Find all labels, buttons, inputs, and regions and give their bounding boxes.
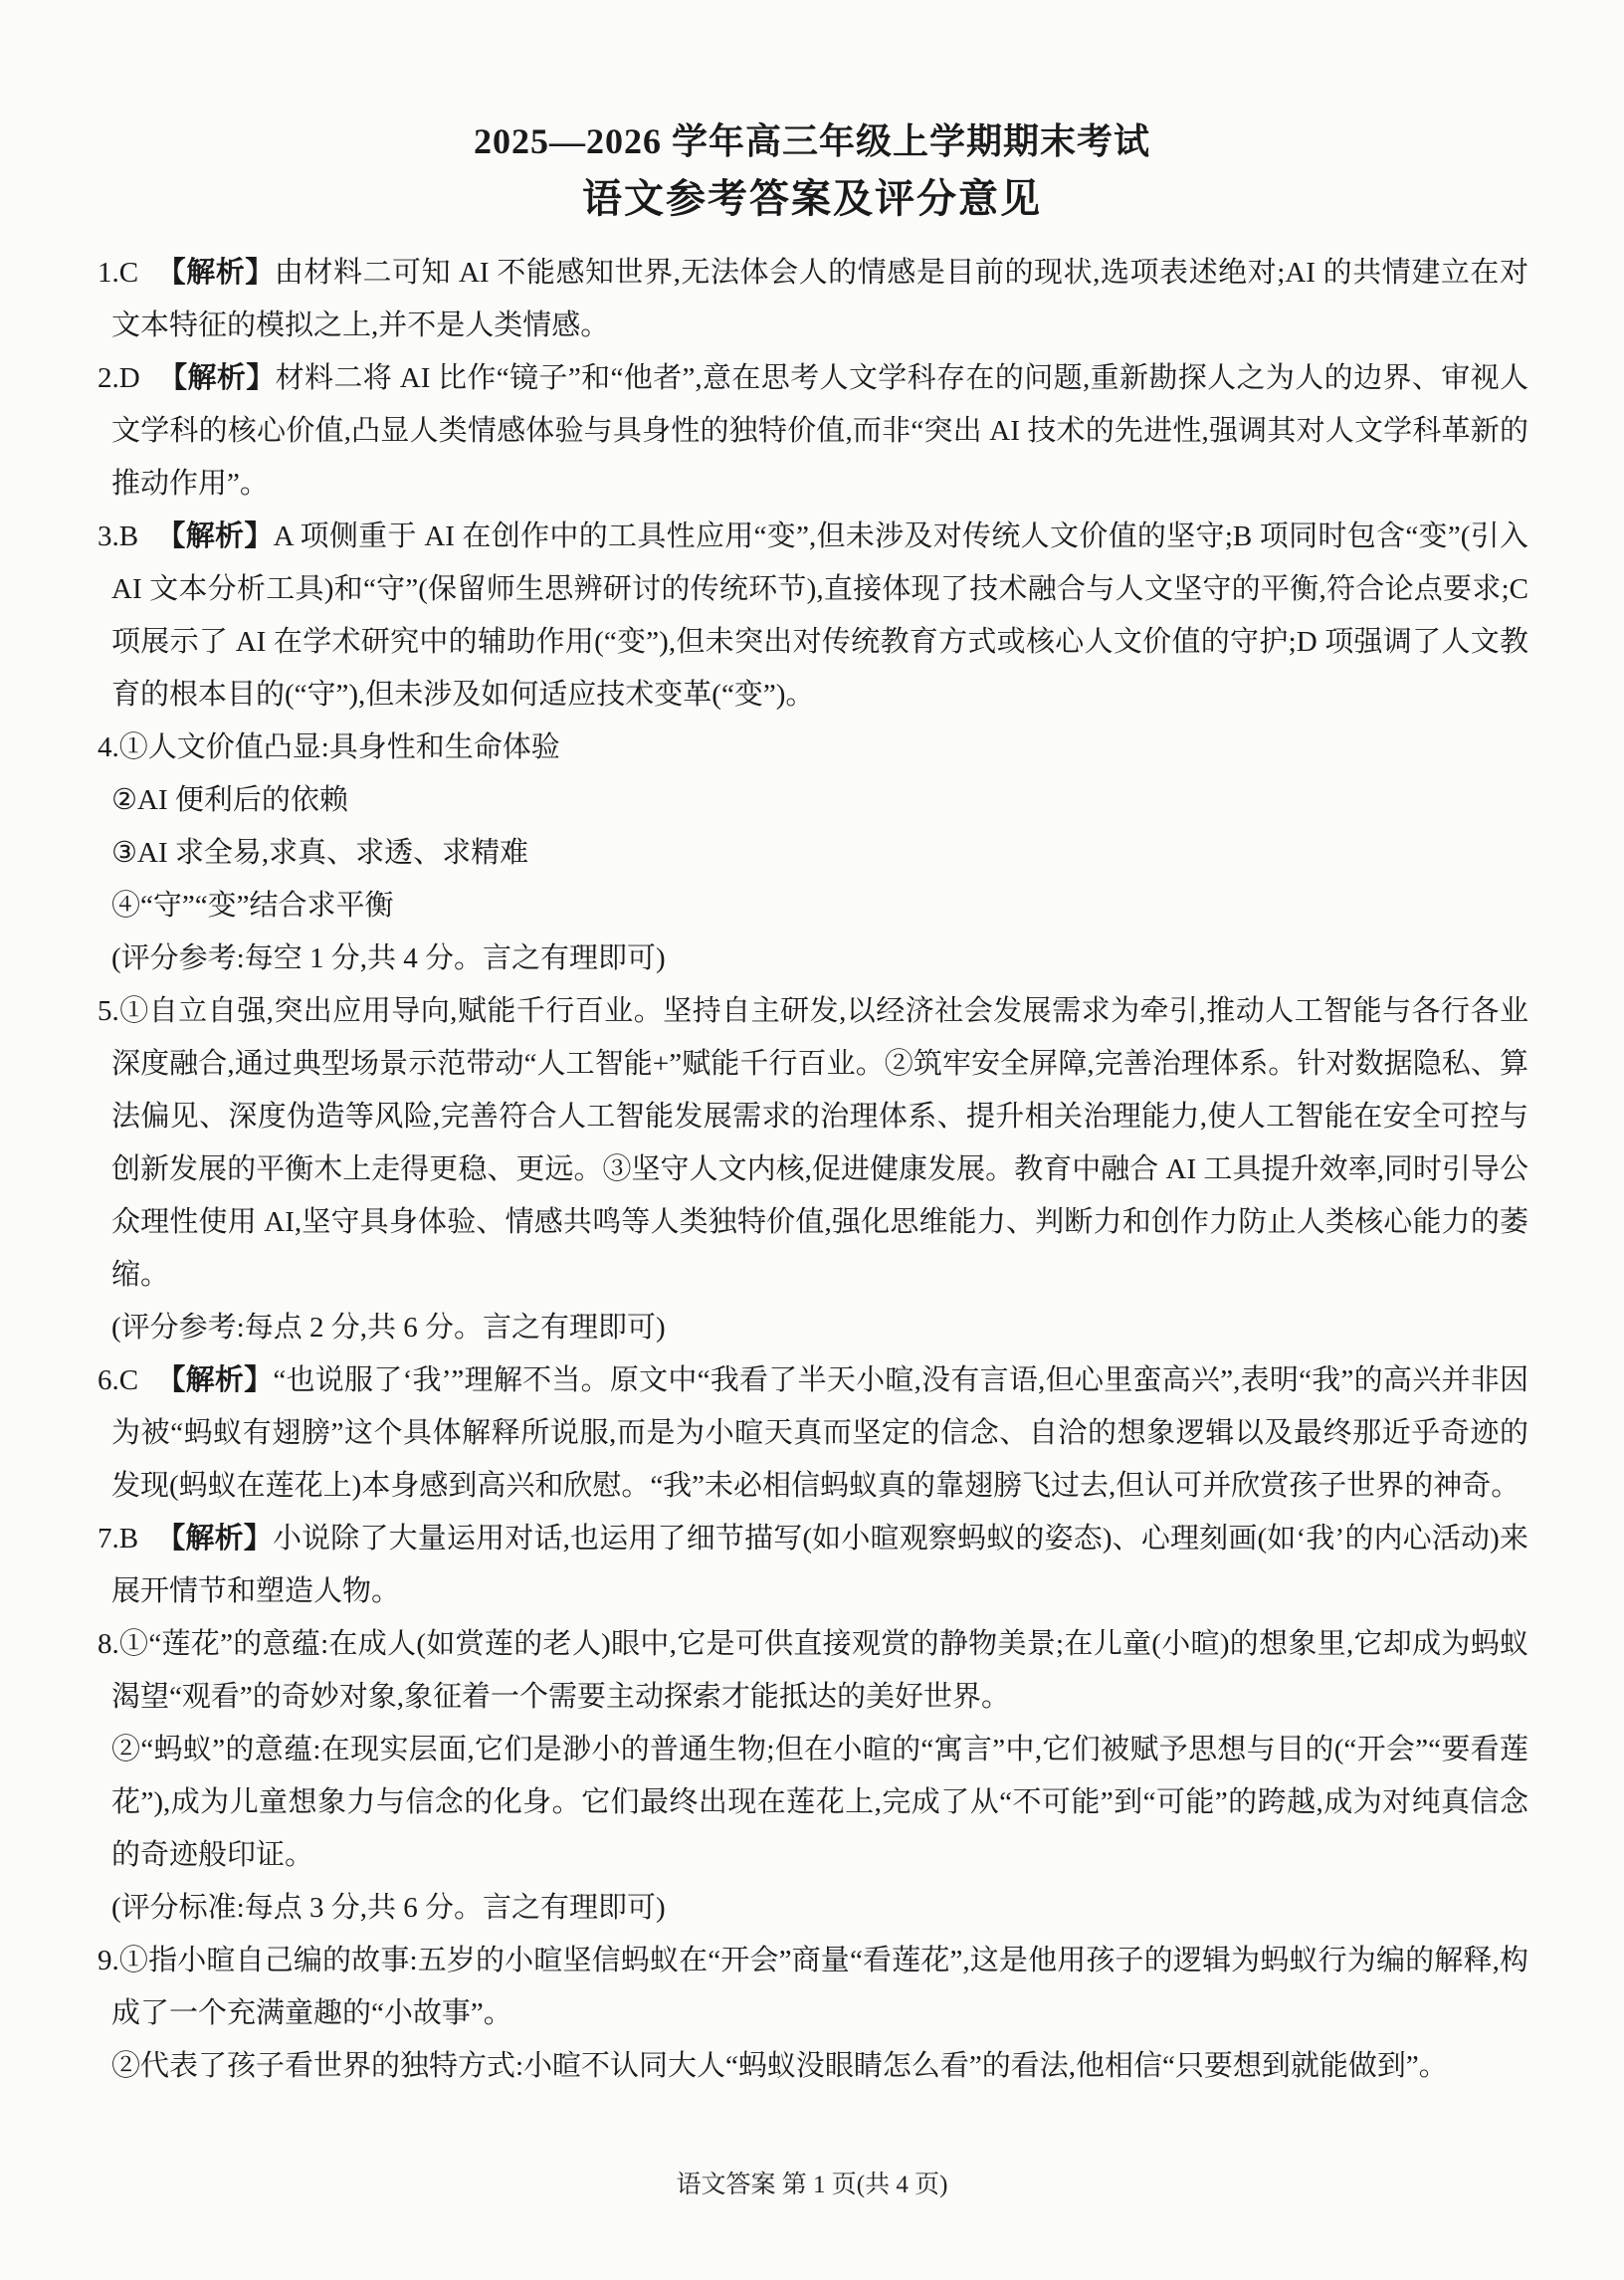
answer-number: 3.B [98,520,139,552]
answer-paragraph: ②AI 便利后的依赖 [111,784,348,816]
page-subtitle: 语文参考答案及评分意见 [582,177,1042,221]
answer-item [98,1935,1528,2093]
answer-item [98,511,1528,722]
page-footer: 语文答案 第 1 页(共 4 页) [676,2172,948,2198]
answer-paragraph-lead: 2.D 【解析】材料二将 AI 比作“镜子”和“他者”,意在思考人文学科存在的问题,重新勘探人之为人的边界、审视人文学科的核心价值,凸显人类情感体验与具身性的独特价值,而非“突出 AI 技术的先进性,强调其对人文学科革新的推动作用”。 [98,362,1528,500]
answer-paragraph-lead: 7.B 【解析】小说除了大量运用对话,也运用了细节描写(如小暄观察蚂蚁的姿态)、心理刻画(如‘我’的内心活动)来展开情节和塑造人物。 [98,1523,1528,1607]
answer-paragraph: (评分参考:每点 2 分,共 6 分。言之有理即可) [111,1312,666,1344]
answer-number: 2.D [98,362,140,394]
answer-item [98,1513,1528,1618]
answer-paragraph-lead: 1.C 【解析】由材料二可知 AI 不能感知世界,无法体会人的情感是目前的现状,选项表述绝对;AI 的共情建立在对文本特征的模拟之上,并不是人类情感。 [98,257,1528,341]
answer-number: 6.C [98,1364,139,1396]
answer-paragraph-lead: 6.C 【解析】“也说服了‘我’”理解不当。原文中“我看了半天小暄,没有言语,但心里蛮高兴”,表明“我”的高兴并非因为被“蚂蚁有翅膀”这个具体解释所说服,而是为小暄天真而坚定的信念、自洽的想象逻辑以及最终那近乎奇迹的发现(蚂蚁在莲花上)本身感到高兴和欣慰。“我”未必相信蚂蚁真的靠翅膀飞过去,但认可并欣赏孩子世界的神奇。 [98,1364,1528,1502]
answer-paragraph: ②代表了孩子看世界的独特方式:小暄不认同大人“蚂蚁没眼睛怎么看”的看法,他相信“只要想到就能做到”。 [111,2050,1448,2082]
analysis-label: 【解析】 [156,520,274,552]
answer-number: 7.B [98,1523,139,1555]
analysis-label: 【解析】 [156,1364,274,1396]
answer-item [98,722,1528,985]
answer-paragraph: ②“蚂蚁”的意蕴:在现实层面,它们是渺小的普通生物;但在小暄的“寓言”中,它们被赋予思想与目的(“开会”“要看莲花”),成为儿童想象力与信念的化身。它们最终出现在莲花上,完成了从“不可能”到“可能”的跨越,成为对纯真信念的奇迹般印证。 [111,1734,1528,1871]
answers-list [98,247,1528,2093]
answer-paragraph: ④“守”“变”结合求平衡 [111,890,394,922]
answer-item [98,352,1528,511]
answer-paragraph: (评分标准:每点 3 分,共 6 分。言之有理即可) [111,1892,666,1924]
answer-paragraph-lead: 3.B 【解析】A 项侧重于 AI 在创作中的工具性应用“变”,但未涉及对传统人文价值的坚守;B 项同时包含“变”(引入 AI 文本分析工具)和“守”(保留师生思辨研讨的传统环节),直接体现了技术融合与人文坚守的平衡,符合论点要求;C 项展示了 AI 在学术研究中的辅助作用(“变”),但未突出对传统教育方式或核心人文价值的守护;D 项强调了人文教育的根本目的(“守”),但未涉及如何适应技术变革(“变”)。 [98,520,1528,711]
answer-number: 1.C [98,257,139,289]
answer-item [98,1618,1528,1935]
answer-item [98,247,1528,352]
answer-number: 9. [98,1945,119,1976]
analysis-label: 【解析】 [156,1523,273,1555]
analysis-label: 【解析】 [157,362,276,394]
answer-number: 4. [98,731,119,763]
answer-number: 5. [98,995,119,1027]
answer-paragraph-lead: 8.①“莲花”的意蕴:在成人(如赏莲的老人)眼中,它是可供直接观赏的静物美景;在儿童(小暄)的想象里,它却成为蚂蚁渴望“观看”的奇妙对象,象征着一个需要主动探索才能抵达的美好世界。 [98,1628,1528,1713]
answer-paragraph-lead: 4.①人文价值凸显:具身性和生命体验 [98,731,560,763]
answer-paragraph-lead: 9.①指小暄自己编的故事:五岁的小暄坚信蚂蚁在“开会”商量“看莲花”,这是他用孩子的逻辑为蚂蚁行为编的解释,构成了一个充满童趣的“小故事”。 [98,1945,1528,2029]
analysis-label: 【解析】 [156,257,275,289]
answer-item [98,985,1528,1354]
answer-item [98,1354,1528,1513]
answer-paragraph: (评分参考:每空 1 分,共 4 分。言之有理即可) [111,942,666,974]
page-title: 2025—2026 学年高三年级上学期期末考试 [473,121,1150,161]
answer-paragraph: ③AI 求全易,求真、求透、求精难 [111,837,529,869]
answer-paragraph-lead: 5.①自立自强,突出应用导向,赋能千行百业。坚持自主研发,以经济社会发展需求为牵引,推动人工智能与各行各业深度融合,通过典型场景示范带动“人工智能+”赋能千行百业。②筑牢安全屏障,完善治理体系。针对数据隐私、算法偏见、深度伪造等风险,完善符合人工智能发展需求的治理体系、提升相关治理能力,使人工智能在安全可控与创新发展的平衡木上走得更稳、更远。③坚守人文内核,促进健康发展。教育中融合 AI 工具提升效率,同时引导公众理性使用 AI,坚守具身体验、情感共鸣等人类独特价值,强化思维能力、判断力和创作力防止人类核心能力的萎缩。 [98,995,1528,1291]
answer-number: 8. [98,1628,119,1660]
